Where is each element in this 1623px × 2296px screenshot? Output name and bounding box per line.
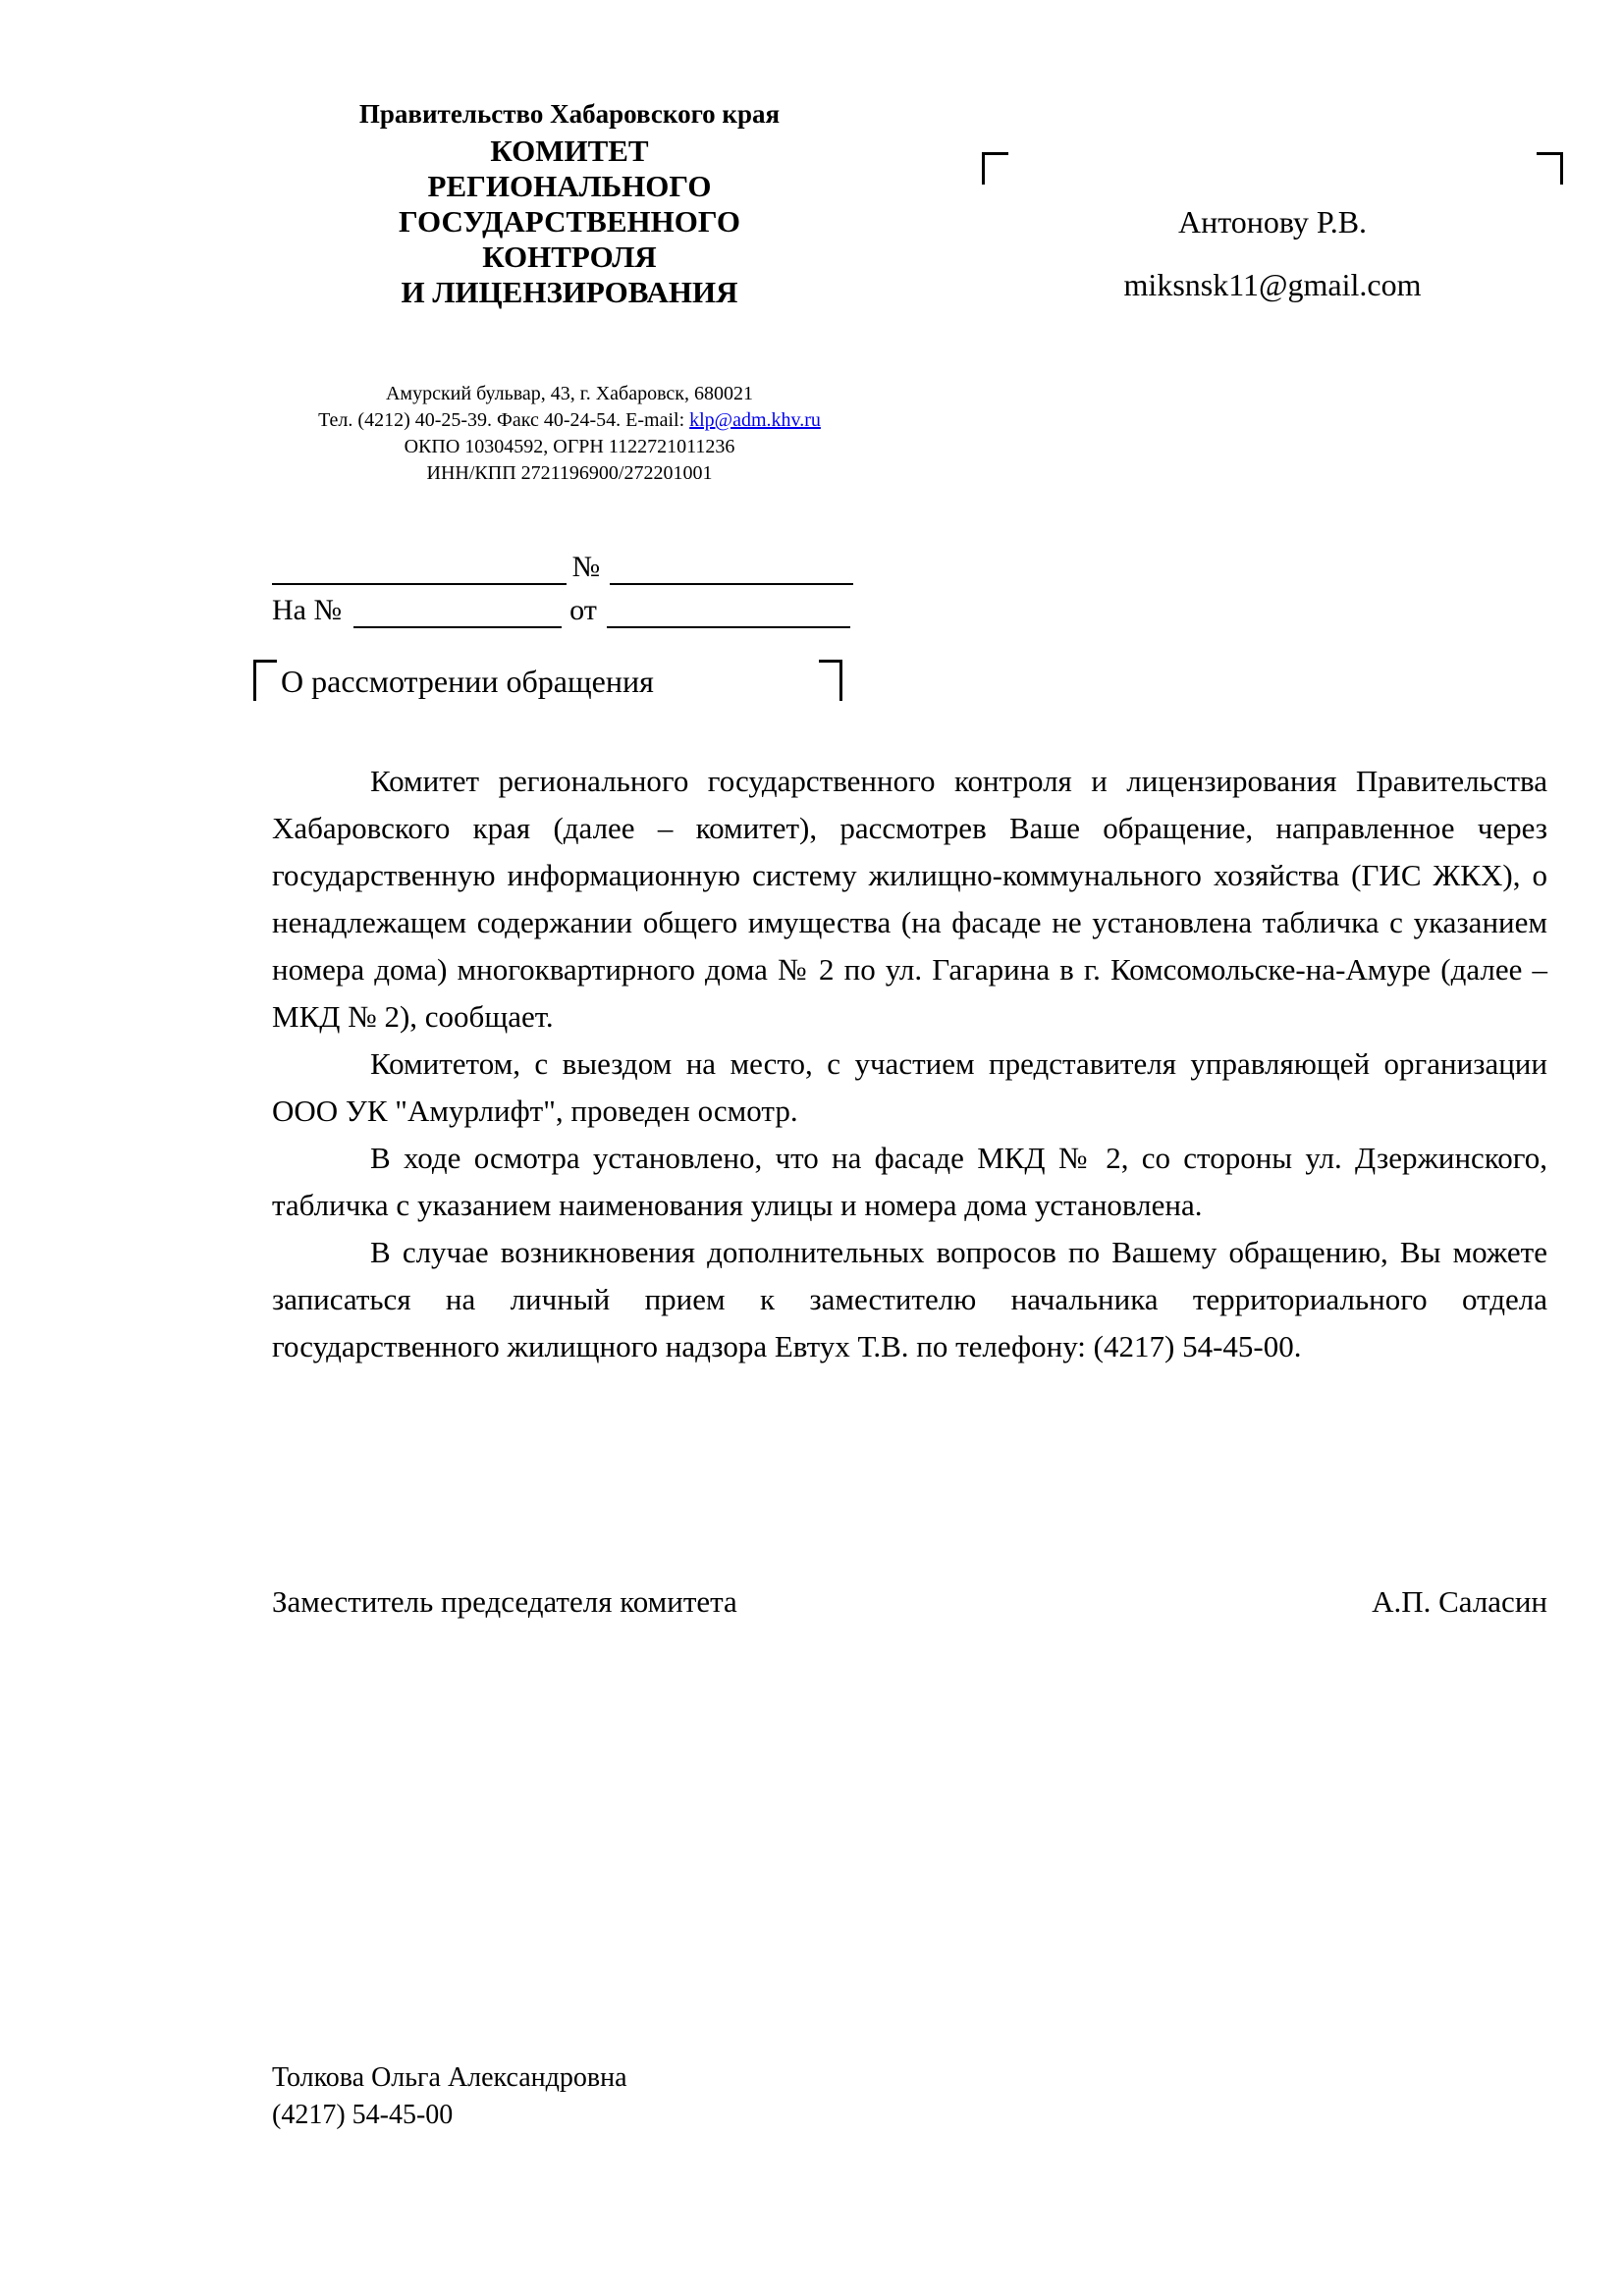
- on-number-label: На №: [272, 594, 343, 626]
- org-phone-fax: [275, 407, 864, 434]
- executor-phone: (4217) 54-45-00: [272, 2100, 454, 2130]
- phone-fax-text: Тел. (4212) 40-25-39. Факс 40-24-54. E-mail:: [318, 409, 690, 431]
- signer-position: Заместитель председателя комитета: [272, 1584, 737, 1619]
- executor-block: [272, 2059, 627, 2134]
- committee-name: [275, 133, 864, 310]
- incoming-number-blank: [353, 593, 562, 628]
- reference-row-incoming: [272, 585, 853, 628]
- subject-corner-left-icon: [253, 660, 277, 701]
- outgoing-number-blank: [610, 550, 853, 585]
- committee-line-2: РЕГИОНАЛЬНОГО: [427, 169, 712, 203]
- body-paragraph-3: В ходе осмотра установлено, что на фасаде МКД № 2, со стороны ул. Дзержинского, табличка с указанием наименования улицы и номера дома установлена.: [272, 1141, 1547, 1222]
- number-sign: №: [571, 551, 601, 583]
- org-okpo-ogrn: ОКПО 10304592, ОГРН 1122721011236: [404, 436, 735, 457]
- subject-text: О рассмотрении обращения: [281, 664, 654, 699]
- signature-row: [272, 1582, 1547, 1622]
- body-paragraph-4: В случае возникновения дополнительных вопросов по Вашему обращению, Вы можете записаться на личный прием к заместителю начальника территориального отдела государственного жилищного надзора Евтух Т.В. по телефону: (4217) 54-45-00.: [272, 1235, 1547, 1363]
- recipient-email: miksnsk11@gmail.com: [1123, 267, 1422, 302]
- committee-line-5: И ЛИЦЕНЗИРОВАНИЯ: [401, 275, 738, 309]
- letter-body: [272, 758, 1547, 1370]
- org-contacts: [275, 381, 864, 487]
- committee-line-1: КОМИТЕТ: [490, 133, 649, 168]
- letterhead: [275, 98, 864, 487]
- government-name: Правительство Хабаровского края: [358, 99, 781, 129]
- reference-block: [272, 542, 853, 628]
- committee-line-3: ГОСУДАРСТВЕННОГО: [399, 204, 740, 239]
- subject-block: [253, 660, 842, 701]
- corner-mark-left-icon: [982, 152, 1008, 185]
- committee-line-4: КОНТРОЛЯ: [482, 240, 657, 274]
- corner-mark-right-icon: [1537, 152, 1563, 185]
- from-label: от: [569, 594, 597, 626]
- incoming-date-blank: [607, 593, 850, 628]
- outgoing-date-blank: [272, 550, 567, 585]
- recipient-block: [982, 152, 1563, 303]
- org-address: Амурский бульвар, 43, г. Хабаровск, 680021: [385, 383, 754, 404]
- recipient-name: Антонову Р.В.: [1177, 204, 1368, 240]
- body-paragraph-1: Комитет регионального государственного контроля и лицензирования Правительства Хабаровского края (далее – комитет), рассмотрев Ваше обращение, направленное через государственную информационную систему жилищно-коммунального хозяйства (ГИС ЖКХ), о ненадлежащем содержании общего имущества (на фасаде не установлена табличка с указанием номера дома) многоквартирного дома № 2 по ул. Гагарина в г. Комсомольске-на-Амуре (далее – МКД № 2), сообщает.: [272, 764, 1547, 1034]
- org-email-link[interactable]: klp@adm.khv.ru: [689, 409, 821, 431]
- executor-name: Толкова Ольга Александровна: [272, 2062, 627, 2093]
- signer-name: А.П. Саласин: [1372, 1584, 1547, 1619]
- subject-corner-right-icon: [819, 660, 842, 701]
- org-inn-kpp: ИНН/КПП 2721196900/272201001: [426, 462, 713, 484]
- body-paragraph-2: Комитетом, с выездом на место, с участием представителя управляющей организации ООО УК "Амурлифт", проведен осмотр.: [272, 1046, 1547, 1128]
- reference-row-outgoing: [272, 542, 853, 585]
